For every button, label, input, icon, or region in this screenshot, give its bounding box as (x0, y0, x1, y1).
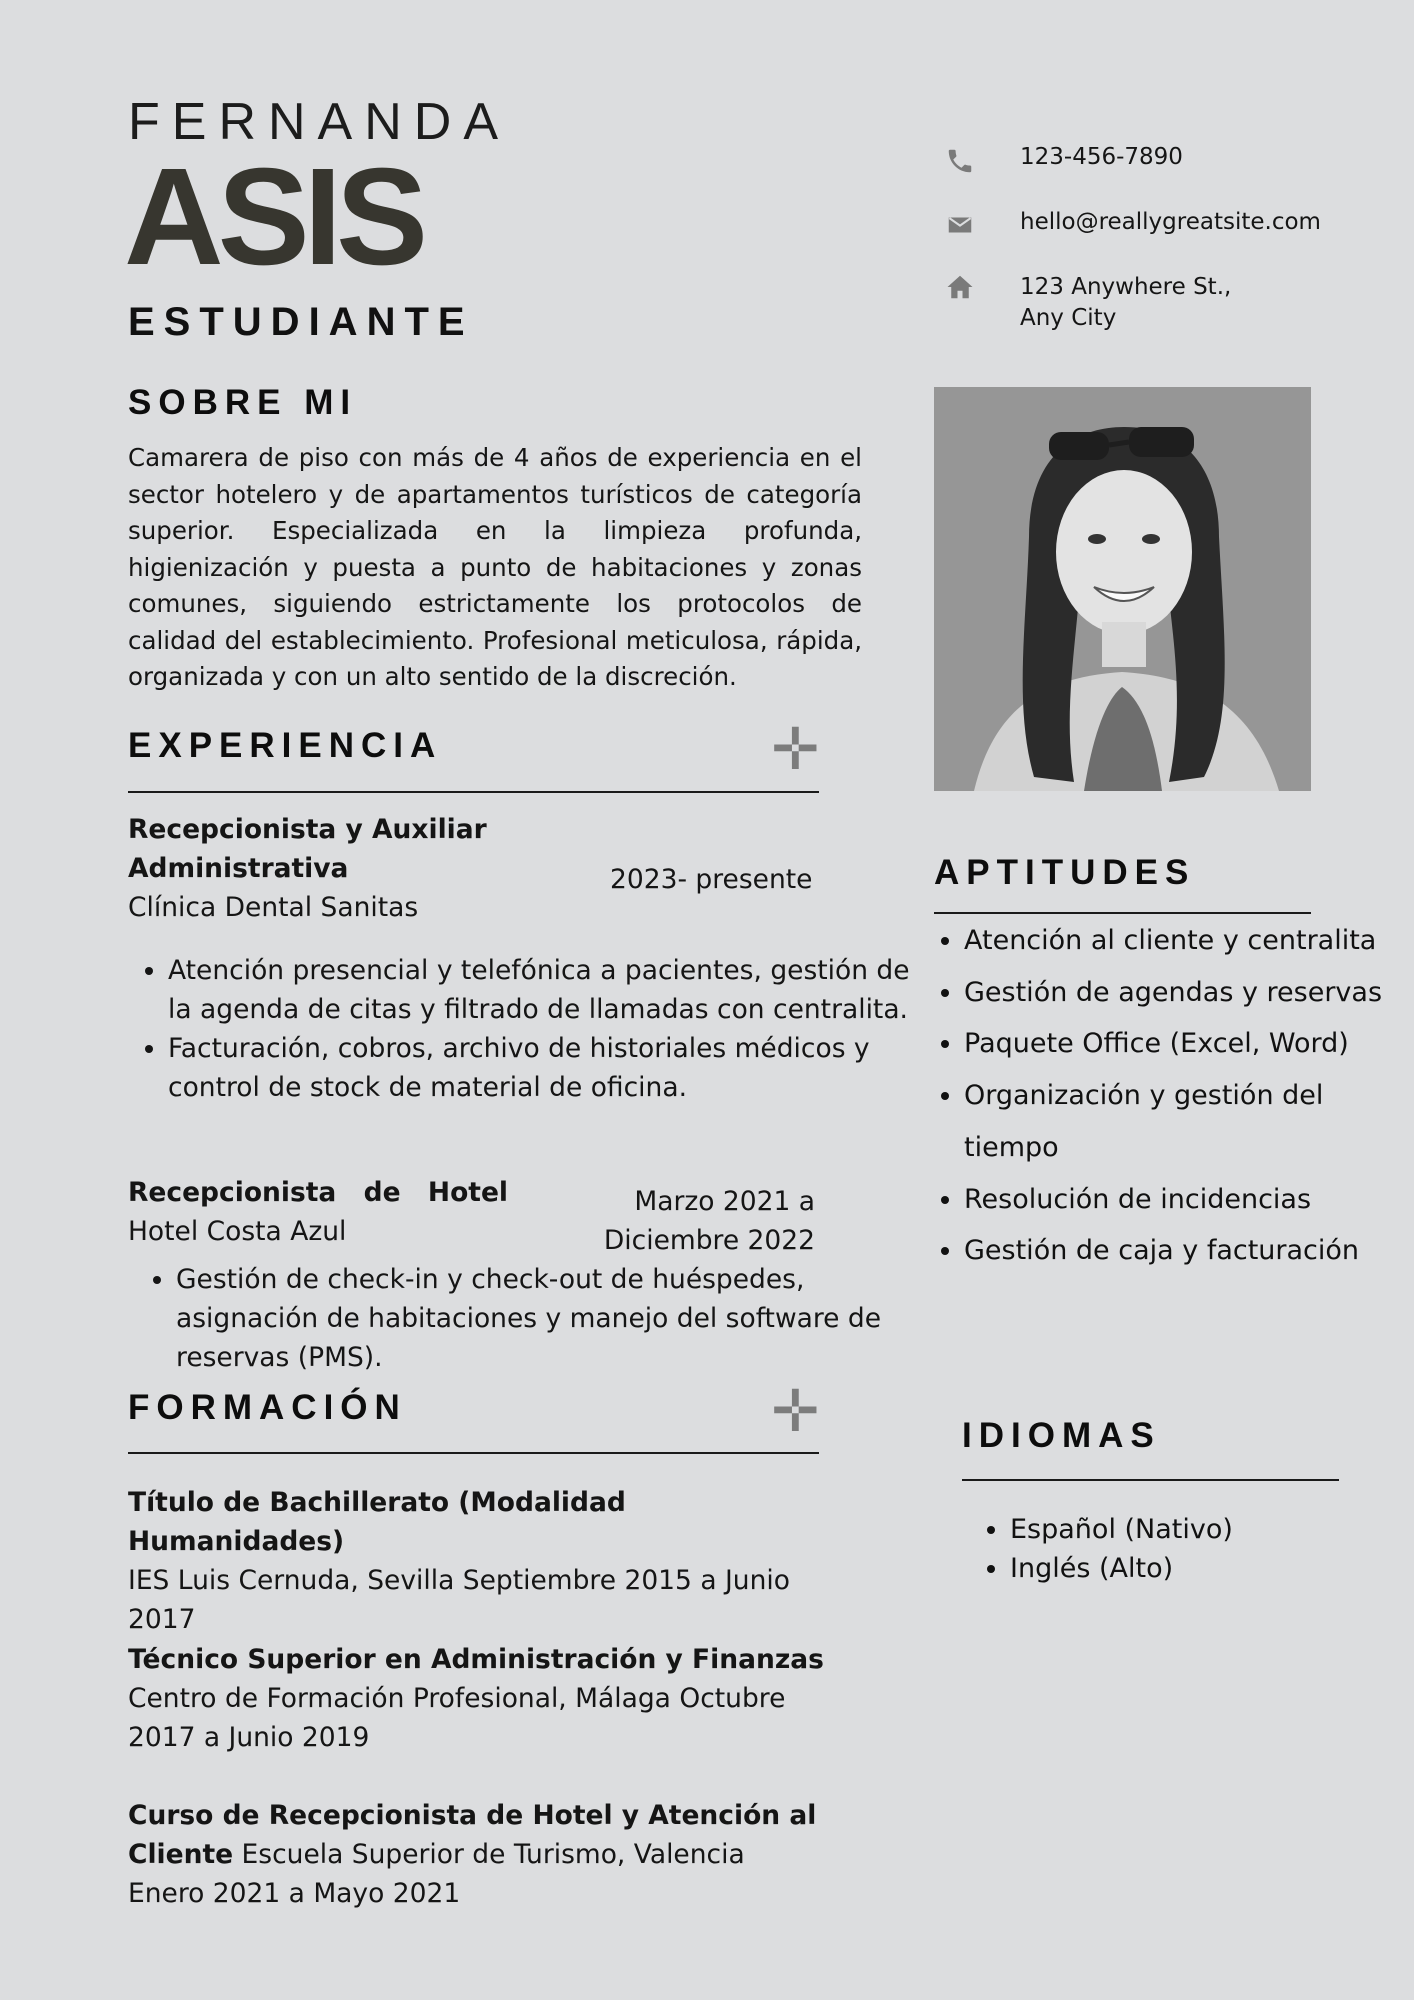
job-2-bullets (136, 1260, 926, 1377)
degree-detail: Centro de Formación Profesional, Málaga Octubre 2017 a Junio 2019 (128, 1683, 786, 1753)
degree-title: Técnico Superior en Administración y Finanzas (128, 1644, 824, 1675)
list-item: • Facturación, cobros, archivo de historiales médicos y control de stock de material de oficina. (168, 1029, 918, 1107)
list-item: • Paquete Office (Excel, Word) (964, 1018, 1389, 1070)
plus-icon: ✛ (771, 715, 820, 783)
last-name: ASIS (124, 140, 423, 294)
email-address: hello@reallygreatsite.com (1020, 209, 1321, 235)
list-item: • Organización y gestión del tiempo (964, 1070, 1389, 1173)
languages-heading: IDIOMAS (962, 1416, 1161, 1455)
job-1-dates: 2023- presente (610, 864, 813, 895)
list-item: • Gestión de agendas y reservas (964, 967, 1389, 1019)
job-1-bullets (128, 951, 918, 1107)
home-icon (945, 272, 975, 302)
job-2-title-word: Hotel (427, 1177, 508, 1208)
list-item: • Atención presencial y telefónica a pacientes, gestión de la agenda de citas y filtrado de llamadas con centralita. (168, 951, 918, 1029)
degree-detail: Escuela Superior de Turismo, Valencia Enero 2021 a Mayo 2021 (128, 1839, 745, 1909)
about-text: Camarera de piso con más de 4 años de experiencia en el sector hotelero y de apartamentos turísticos de categoría superior. Especializada en la limpieza profunda, higienización y puesta a punto de habitaciones y zonas comunes, siguiendo estrictamente los protocolos de calidad del establecimiento. Profesional meticulosa, rápida, organizada y con un alto sentido de la discreción. (128, 443, 862, 691)
experience-heading: EXPERIENCIA (128, 726, 443, 765)
address-line-2: Any City (1020, 305, 1117, 331)
education-heading: FORMACIÓN (128, 1388, 407, 1427)
education-item (128, 1483, 828, 1639)
skills-divider (934, 912, 1311, 914)
skills-heading: APTITUDES (934, 853, 1196, 892)
job-1-company: Clínica Dental Sanitas (128, 892, 419, 923)
address-line-1: 123 Anywhere St., (1020, 274, 1232, 300)
list-item: • Gestión de caja y facturación (964, 1225, 1389, 1277)
education-divider (128, 1452, 819, 1454)
contact-section (945, 140, 1365, 340)
experience-divider (128, 791, 819, 793)
job-2-title-word: de (363, 1177, 401, 1208)
languages-list (970, 1510, 1390, 1588)
job-2-title-word: Recepcionista (128, 1177, 337, 1208)
job-title: ESTUDIANTE (128, 300, 474, 344)
portrait-illustration (934, 387, 1311, 791)
job-2-dates-line-1: Marzo 2021 a (634, 1186, 815, 1217)
job-1-title-line-1: Recepcionista y Auxiliar (128, 814, 487, 845)
about-heading: SOBRE MI (128, 383, 358, 422)
list-item: • Español (Nativo) (1010, 1510, 1390, 1549)
mail-icon (945, 210, 975, 240)
list-item: • Atención al cliente y centralita (964, 915, 1389, 967)
degree-title: Curso de Recepcionista de Hotel y Atención al Cliente (128, 1800, 817, 1870)
degree-title: Título de Bachillerato (Modalidad Humanidades) (128, 1487, 626, 1557)
skills-list (924, 915, 1389, 1277)
job-2-title (128, 1173, 508, 1212)
degree-detail: IES Luis Cernuda, Sevilla Septiembre 2015 a Junio 2017 (128, 1565, 790, 1635)
profile-photo (934, 387, 1311, 791)
languages-divider (962, 1479, 1339, 1481)
list-item: • Resolución de incidencias (964, 1174, 1389, 1226)
education-item (128, 1796, 828, 1913)
job-2-company: Hotel Costa Azul (128, 1216, 347, 1247)
plus-icon: ✛ (771, 1377, 820, 1445)
education-item (128, 1640, 828, 1757)
phone-number: 123-456-7890 (1020, 144, 1183, 170)
job-1-title-line-2: Administrativa (128, 853, 349, 884)
phone-icon (945, 146, 975, 176)
list-item: • Gestión de check-in y check-out de huéspedes, asignación de habitaciones y manejo del software de reservas (PMS). (176, 1260, 926, 1377)
job-2-dates-line-2: Diciembre 2022 (603, 1225, 815, 1256)
first-name: FERNANDA (128, 93, 511, 151)
list-item: • Inglés (Alto) (1010, 1549, 1390, 1588)
